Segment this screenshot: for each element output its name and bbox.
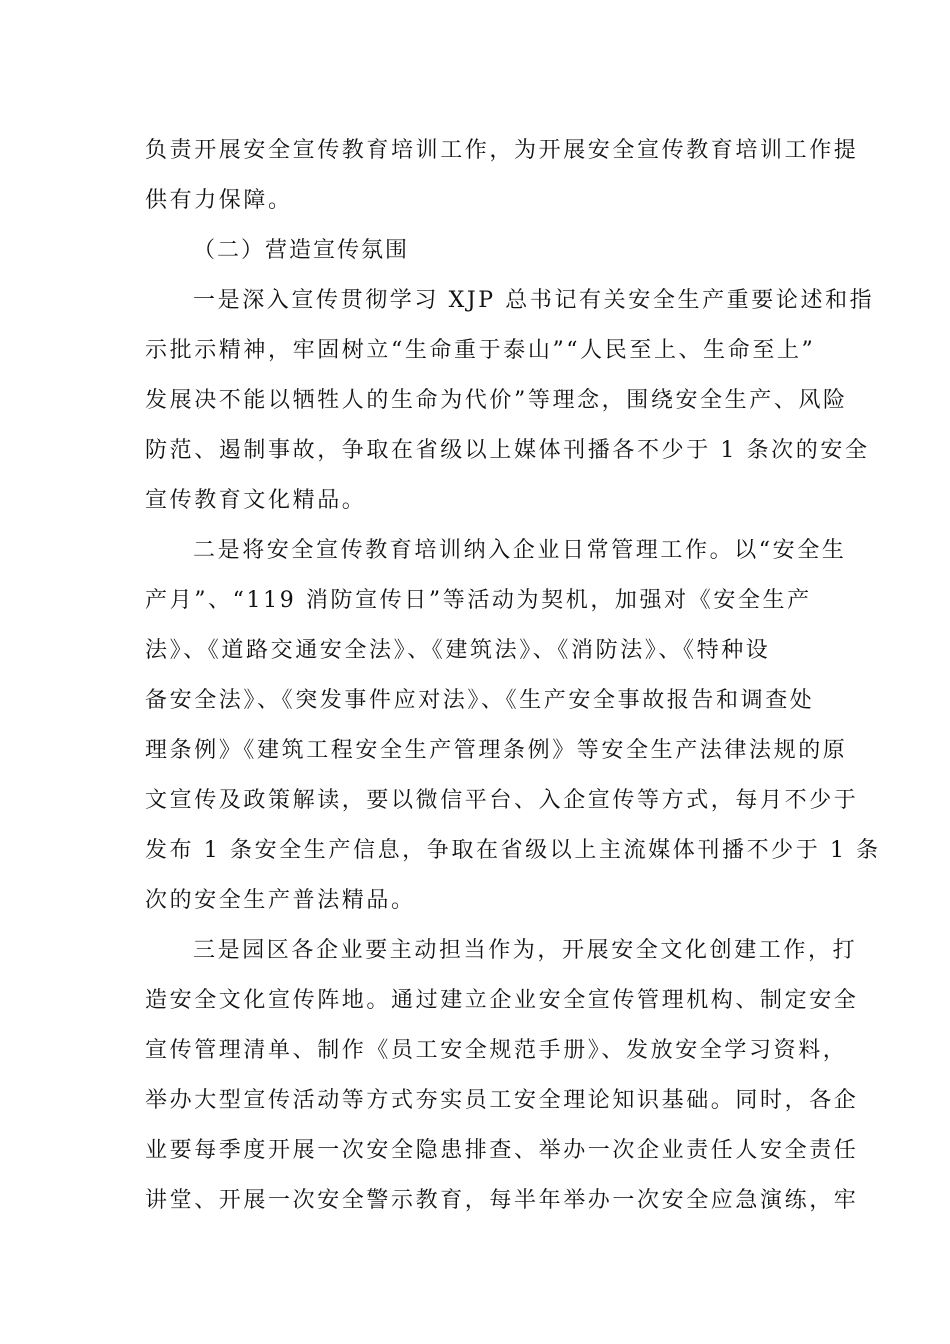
- paragraph-2-line-2: 产月”、“119 消防宣传日”等活动为契机，加强对《安全生产: [145, 588, 812, 613]
- paragraph-1-line-2: 示批示精神，牢固树立“生命重于泰山”“人民至上、生命至上”: [145, 338, 816, 363]
- paragraph-3-line-4: 举办大型宣传活动等方式夯实员工安全理论知识基础。同时，各企: [145, 1088, 859, 1113]
- paragraph-2-line-7: 发布 1 条安全生产信息，争取在省级以上主流媒体刊播不少于 1 条: [145, 838, 881, 863]
- paragraph-1-line-3: 发展决不能以牺牲人的生命为代价”等理念，围绕安全生产、风险: [145, 388, 848, 413]
- paragraph-3-line-5: 业要每季度开展一次安全隐患排查、举办一次企业责任人安全责任: [145, 1138, 859, 1163]
- paragraph-3-line-3: 宣传管理清单、制作《员工安全规范手册》、发放安全学习资料，: [145, 1038, 848, 1063]
- paragraph-3-line-2: 造安全文化宣传阵地。通过建立企业安全宣传管理机构、制定安全: [145, 988, 859, 1013]
- paragraph-2-line-3: 法》、《道路交通安全法》、《建筑法》、《消防法》、《特种设: [145, 638, 771, 663]
- paragraph-1-line-1: 一是深入宣传贯彻学习 XJP 总书记有关安全生产重要论述和指: [193, 288, 875, 313]
- paragraph-1-line-5: 宣传教育文化精品。: [145, 488, 367, 513]
- paragraph-2-line-6: 文宣传及政策解读，要以微信平台、入企宣传等方式，每月不少于: [145, 788, 859, 813]
- paragraph-2-line-1: 二是将安全宣传教育培训纳入企业日常管理工作。以“安全生: [193, 538, 847, 563]
- paragraph-3-line-1: 三是园区各企业要主动担当作为，开展安全文化创建工作，打: [193, 938, 858, 963]
- section-heading: （二）营造宣传氛围: [193, 238, 410, 263]
- paragraph-3-line-6: 讲堂、开展一次安全警示教育，每半年举办一次安全应急演练，牢: [145, 1188, 859, 1213]
- paragraph-2-line-8: 次的安全生产普法精品。: [145, 888, 416, 913]
- text-line-1: 负责开展安全宣传教育培训工作，为开展安全宣传教育培训工作提: [145, 138, 859, 163]
- paragraph-2-line-5: 理条例》《建筑工程安全生产管理条例》等安全生产法律法规的原: [145, 738, 848, 763]
- paragraph-2-line-4: 备安全法》、《突发事件应对法》、《生产安全事故报告和调查处: [145, 688, 815, 713]
- text-line-2: 供有力保障。: [145, 188, 293, 213]
- paragraph-1-line-4: 防范、遏制事故，争取在省级以上媒体刊播各不少于 1 条次的安全: [145, 438, 870, 463]
